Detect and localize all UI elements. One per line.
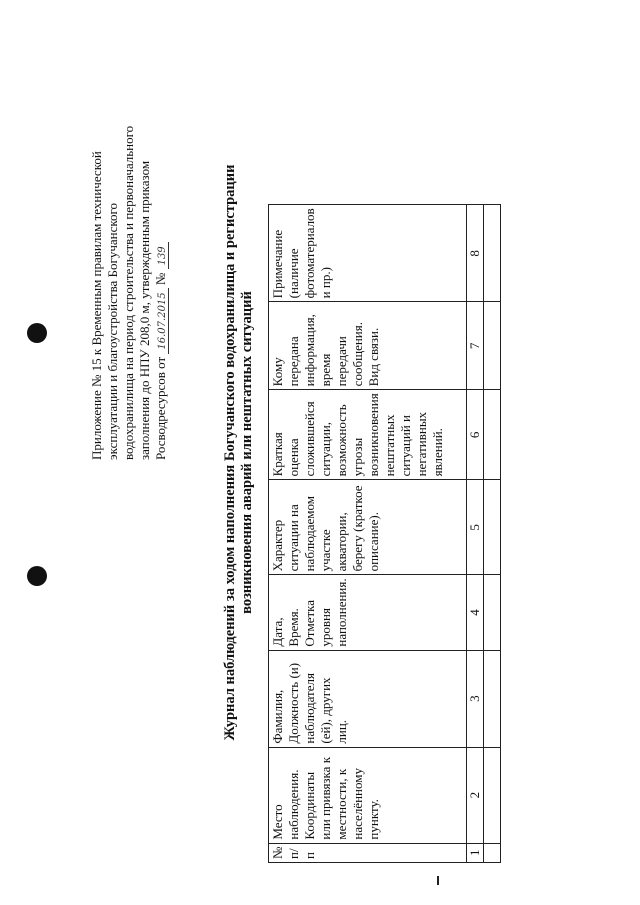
appendix-line: Приложение № 15 к Временным правилам технической — [89, 151, 104, 460]
order-prefix: Росводресурсов от — [153, 356, 168, 460]
column-header: Кому передана информация, время передачи сообщения. Вид связи. — [269, 302, 467, 390]
order-number-label: № — [153, 272, 168, 286]
table-cell — [484, 843, 501, 862]
column-number: 3 — [467, 650, 484, 747]
table-cell — [484, 302, 501, 390]
journal-table — [268, 204, 501, 863]
column-number-row — [467, 205, 484, 863]
column-header: Фамилия, Должность (и) наблюдателя (ей), других лиц. — [269, 650, 467, 747]
table-cell — [484, 205, 501, 302]
appendix-line: водохранилища на период строительства и первоначального — [121, 125, 136, 460]
table-cell — [484, 747, 501, 843]
column-number: 1 — [467, 843, 484, 862]
table-cell — [484, 480, 501, 575]
table-cell — [484, 575, 501, 650]
column-header: Примечание (наличие фотоматериалов и пр.) — [269, 205, 467, 302]
appendix-line: заполнения до НПУ 208,0 м, утвержденным приказом — [137, 160, 152, 460]
handwritten-order-number: 139 — [157, 242, 169, 269]
column-number: 4 — [467, 575, 484, 650]
table-row — [484, 205, 501, 863]
handwritten-order-date: 16.07.2015 — [157, 288, 169, 353]
journal-title-line-1: Журнал наблюдений за ходом наполнения Богучанского водохранилища и регистрации — [222, 164, 238, 741]
table-cell — [484, 650, 501, 747]
column-header: Краткая оценка сложившейся ситуации, возможность угрозы возникновения нештатных ситуаций и негативных явлений. — [269, 390, 467, 480]
column-number: 7 — [467, 302, 484, 390]
table-header-row — [269, 205, 467, 863]
column-header: Место наблюдения. Координаты или привязка к местности, к населённому пункту. — [269, 747, 467, 843]
column-header: № п/п — [269, 843, 467, 862]
column-number: 8 — [467, 205, 484, 302]
table-cell — [484, 390, 501, 480]
appendix-line: эксплуатации и благоустройства Богучанского — [105, 202, 120, 460]
column-number: 2 — [467, 747, 484, 843]
column-header: Дата, Время. Отметка уровня наполнения. — [269, 575, 467, 650]
column-number: 6 — [467, 390, 484, 480]
appendix-note — [89, 100, 171, 460]
column-header: Характер ситуации на наблюдаемом участке акватории, берегу (краткое описание). — [269, 480, 467, 575]
journal-title — [222, 0, 256, 905]
appendix-order-line — [153, 100, 171, 460]
column-number: 5 — [467, 480, 484, 575]
journal-title-line-2: возникновения аварий или нештатных ситуаций — [239, 291, 255, 614]
